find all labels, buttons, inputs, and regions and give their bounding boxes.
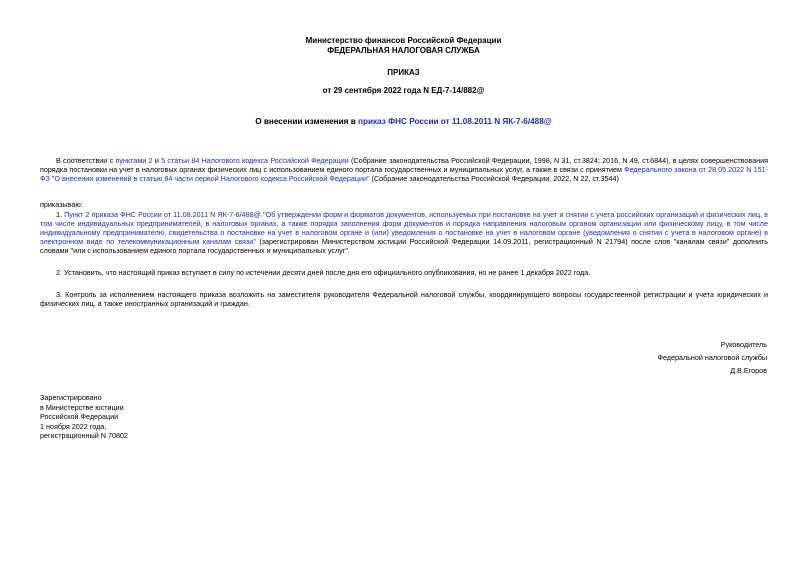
- preamble-paragraph: [40, 156, 768, 183]
- order-date-number: от 29 сентября 2022 года N ЕД-7-14/882@: [322, 86, 485, 95]
- subject-link[interactable]: приказ ФНС России от 11.08.2011 N ЯК-7-6/488@: [358, 117, 552, 126]
- registration-line: Зарегистрировано: [40, 393, 102, 402]
- order-word: приказываю:: [40, 200, 83, 209]
- order-item-2: 2. Установить, что настоящий приказ вступает в силу по истечении десяти дней после дня его официального опубликования, но не ранее 1 декабря 2022 года.: [56, 268, 591, 277]
- preamble-text: и: [152, 156, 162, 165]
- registration-line: Российской Федерации: [40, 412, 119, 422]
- registration-block: [40, 393, 128, 441]
- registration-line: регистрационный N 70802: [40, 431, 128, 441]
- ministry-name: Министерство финансов Российской Федерации: [305, 36, 502, 45]
- registration-line: в Министерстве юстиции: [40, 402, 124, 412]
- order-item-3: 3. Контроль за исполнением настоящего приказа возложить на заместителя руководителя Федеральной налоговой службы, координирующего вопросы государственной регистрации и учета юридических и физических лиц, а также иностранных организаций и граждан.: [40, 290, 768, 308]
- preamble-text: (Собрание законодательства Российской Федерации, 2022, N 22, ст.3544): [369, 174, 619, 183]
- preamble-text: (Собрание законодательства Российской Федерации, 1998, N 31, ст.3824; 2016, N 49, ст.6844), в целях совершенствования порядка постановки на учет в налоговых органах физических лиц с использованием единого портала государственных и муниципальных услуг, а также в связи с принятием: [40, 156, 768, 174]
- signer-position: Руководитель: [720, 340, 767, 349]
- signer-name: Д.В.Егоров: [730, 366, 767, 375]
- link-punkty-2[interactable]: пунктами 2: [115, 156, 153, 165]
- item-text: (зарегистрирован Министерством юстиции Российской Федерации 14.09.2011, регистрационный N 21794) после слов "каналам связи" дополнить словами "или с использованием единого портала государственных и муниципальных услуг".: [40, 237, 768, 255]
- link-article-84[interactable]: 5 статьи 84 Налогового кодекса Российской Федерации: [161, 156, 349, 165]
- document-header: [0, 36, 807, 56]
- subject-prefix: О внесении изменения в: [255, 117, 359, 126]
- service-name: ФЕДЕРАЛЬНАЯ НАЛОГОВАЯ СЛУЖБА: [327, 46, 480, 55]
- signer-organization: Федеральной налоговой службы: [657, 353, 767, 362]
- link-order-488[interactable]: Пункт 2 приказа ФНС России от 11.08.2011 N ЯК-7-6/488@ "Об утверждении форм и форматов документов, используемых при постановке на учет и снятии с учета российских организаций и физических лиц, в том числе индивидуальных предпринимателей, в налоговых органах, а также порядка заполнения форм документов и порядка направления налоговым органом организации или физическому лицу, в том числе индивидуальному предпринимателю, свидетельства о постановке на учет в налоговом органе и (или) уведомления о постановке на учет в налоговом органе (уведомления о снятии с учета в налоговом органе) в электронном виде по телекоммуникационным каналам связи": [40, 210, 768, 246]
- signature-block: [658, 338, 768, 377]
- item-number: 1.: [56, 210, 65, 219]
- registration-line: 1 ноября 2022 года,: [40, 421, 107, 431]
- document-type: ПРИКАЗ: [387, 68, 420, 77]
- link-federal-law-151[interactable]: Федерального закона от 28.05.2022 N 151-ФЗ "О внесении изменений в статью 84 части первой Налогового кодекса Российской Федерации": [40, 165, 768, 183]
- document-subject: [0, 117, 807, 127]
- preamble-text: В соответствии с: [56, 156, 116, 165]
- order-item-1: [40, 210, 768, 255]
